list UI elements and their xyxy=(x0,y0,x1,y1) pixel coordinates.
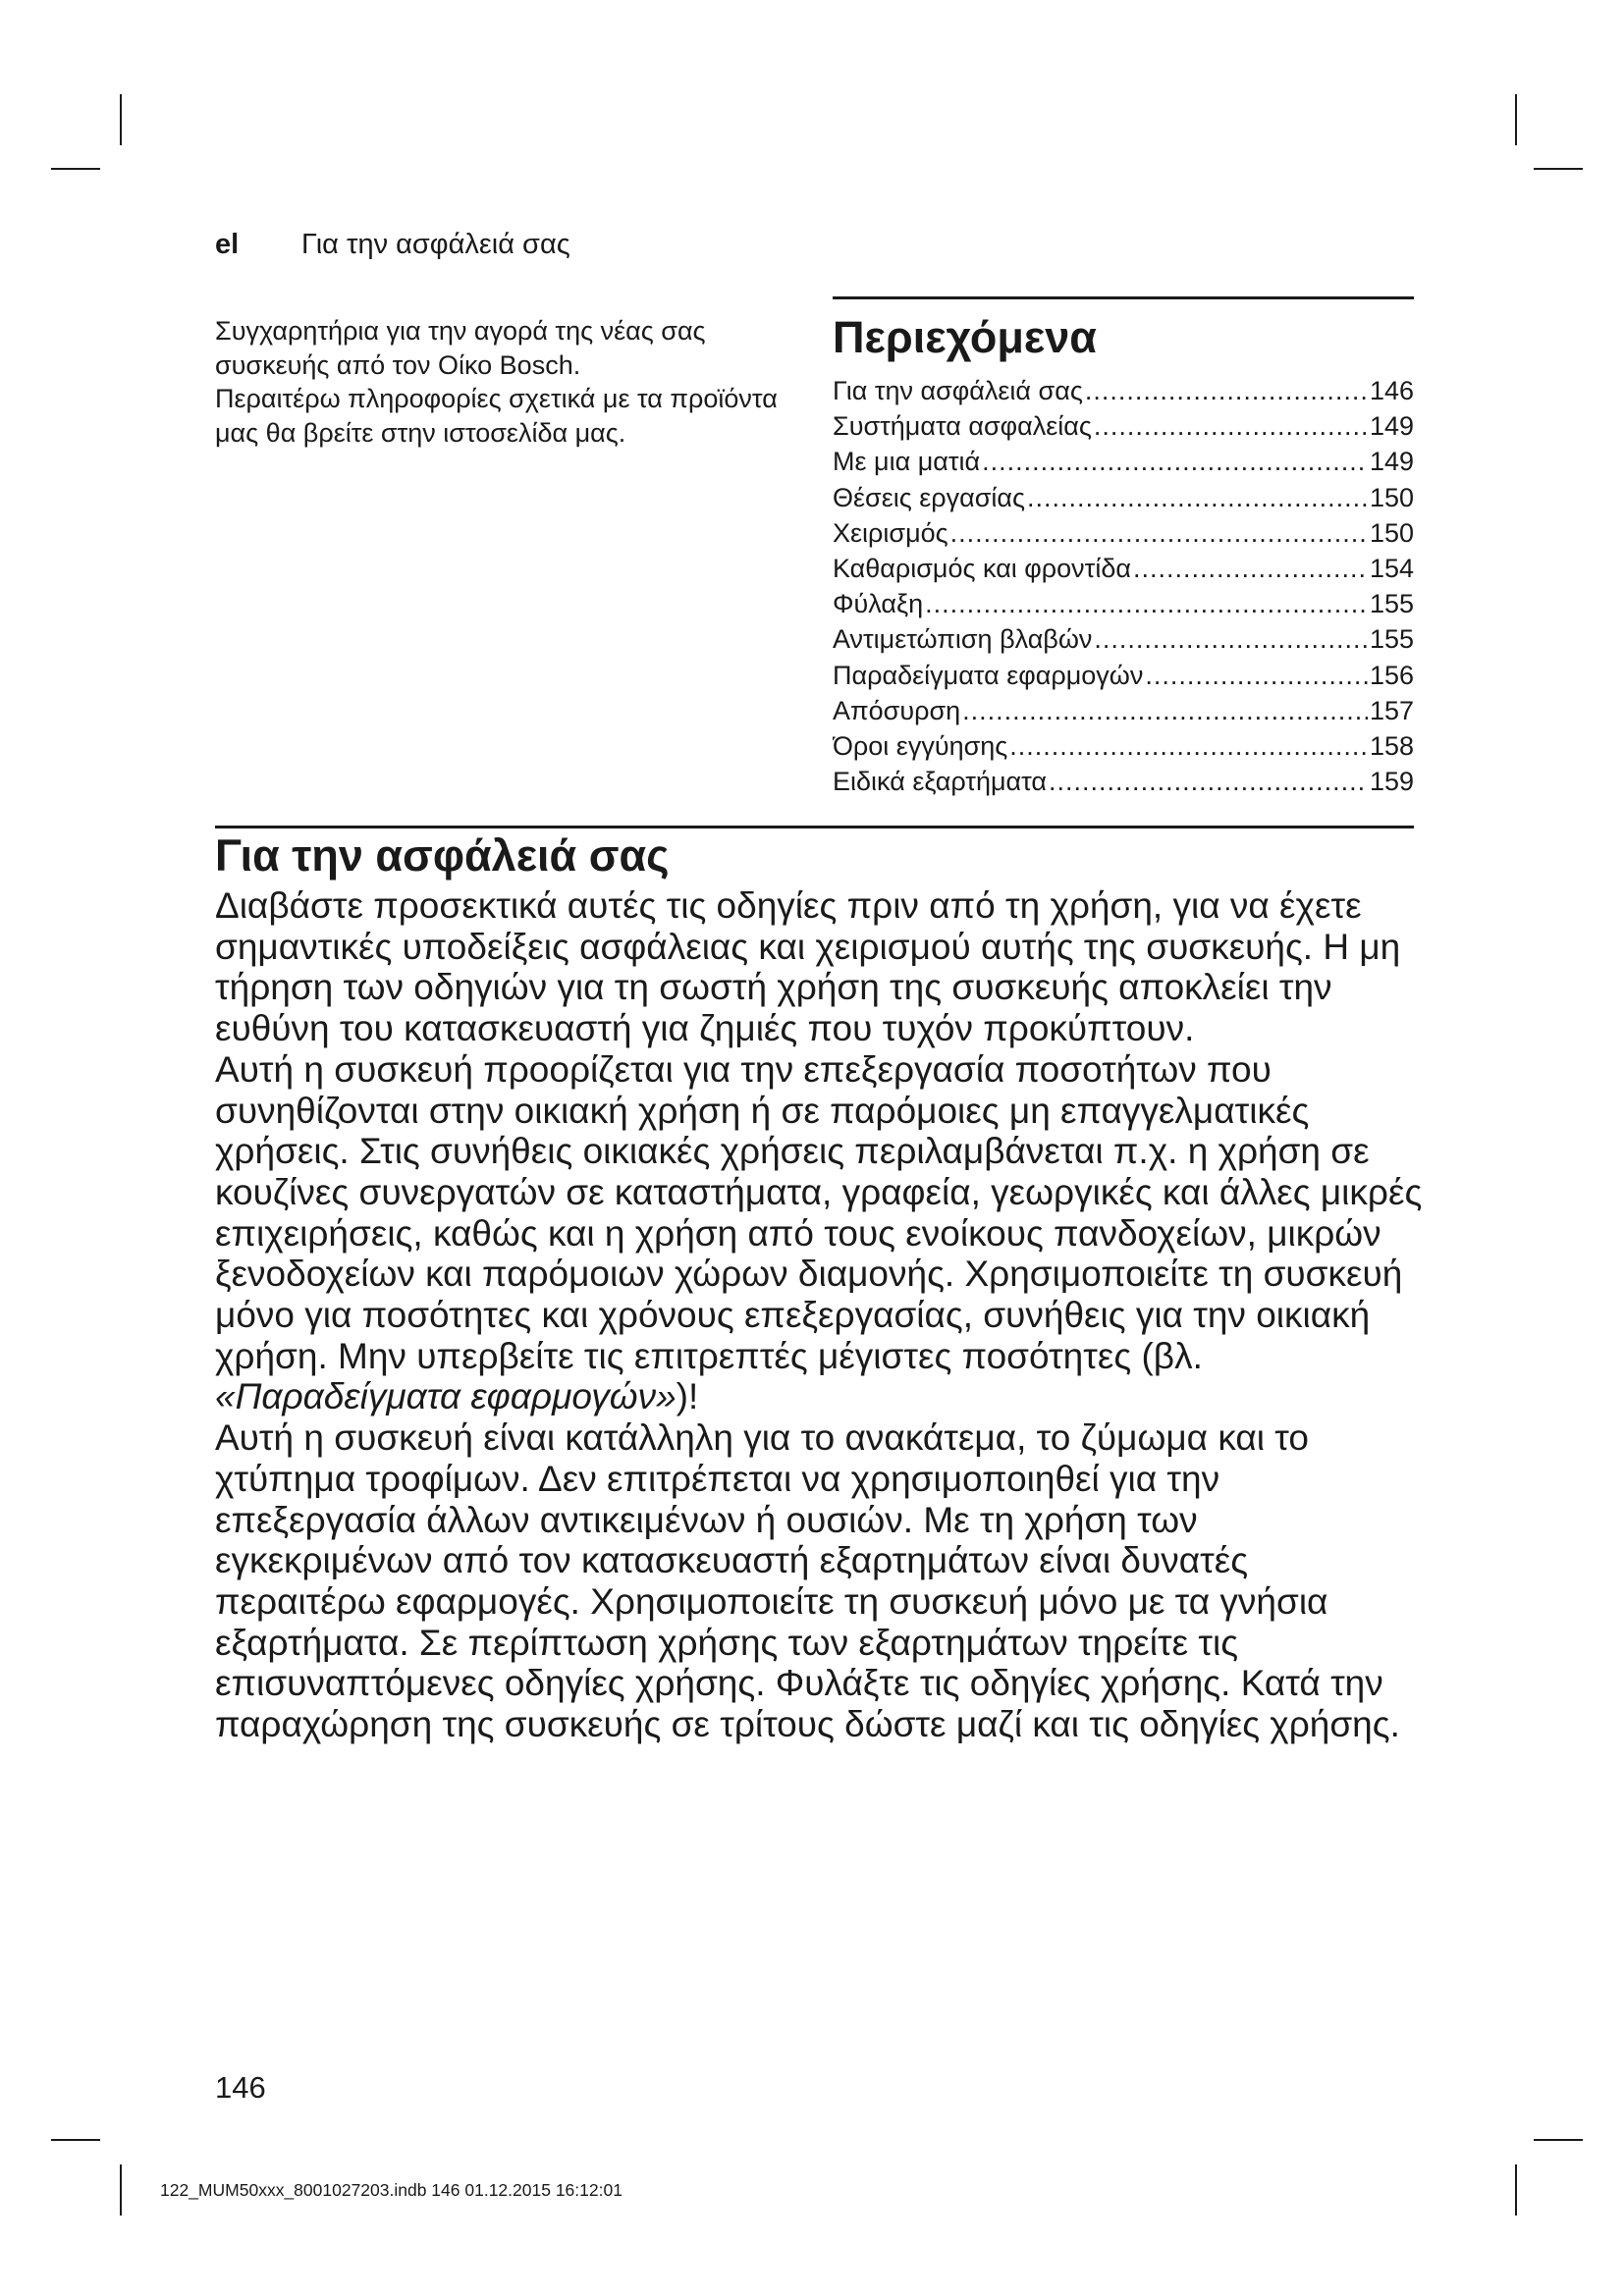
toc-leader xyxy=(982,444,1368,479)
crop-mark xyxy=(1515,94,1517,145)
language-code: el xyxy=(215,229,240,260)
crop-mark xyxy=(51,2139,100,2141)
crop-mark xyxy=(1515,2164,1517,2216)
toc-entry-label: Χειρισμός xyxy=(833,517,948,548)
toc-entry-page: 159 xyxy=(1369,767,1414,797)
toc-entry-label: Με μια ματιά xyxy=(833,447,981,477)
toc-entry-page: 155 xyxy=(1369,589,1414,619)
toc-entry-label: Παραδείγματα εφαρμογών xyxy=(833,660,1144,690)
toc-entry-page: 155 xyxy=(1369,624,1414,655)
toc-list xyxy=(833,373,1414,799)
toc-entry[interactable] xyxy=(833,373,1414,408)
safety-text: Αυτή η συσκευή προορίζεται για την επεξεργασία ποσοτήτων που συνηθίζονται στην οικιακή χρήση ή σε παρόμοιες μη επαγγελματικές χρήσεις. Στις συνήθεις οικιακές χρήσεις περιλαμβάνεται π.χ. η χρήση σε κουζίνες συνεργατών σε καταστήματα, γραφεία, γεωργικές και άλλες μικρές επιχειρήσεις, καθώς και η χρήση από τους ενοίκους πανδοχείων, μικρών ξενοδοχείων και παρόμοιων χώρων διαμονής. Χρησιμοποιείτε τη συσκευή μόνο για ποσότητες και χρόνους επεξεργασίας, συνήθεις για την οικιακή χρήση. Μην υπερβείτε τις επιτρεπτές μέγιστες ποσότητες (βλ. xyxy=(215,1048,1423,1376)
toc-entry-label: Αντιμετώπιση βλαβών xyxy=(833,624,1093,655)
toc-entry[interactable] xyxy=(833,621,1414,657)
crop-mark xyxy=(51,168,100,170)
toc-entry-page: 154 xyxy=(1369,554,1414,584)
safety-body xyxy=(215,885,1423,1745)
toc-entry[interactable] xyxy=(833,480,1414,515)
toc-entry-label: Φύλαξη xyxy=(833,589,924,619)
crop-mark xyxy=(1534,2139,1583,2141)
intro-paragraph: Συγχαρητήρια για την αγορά της νέας σας συσκευής από τον Οίκο Bosch. xyxy=(215,316,706,380)
toc-leader xyxy=(925,586,1368,621)
toc-entry-label: Καθαρισμός και φροντίδα xyxy=(833,554,1131,584)
toc-entry-page: 149 xyxy=(1369,411,1414,442)
toc-entry-label: Ειδικά εξαρτήματα xyxy=(833,767,1048,797)
toc-entry[interactable] xyxy=(833,444,1414,479)
toc-leader xyxy=(1094,408,1368,444)
toc-leader xyxy=(1085,373,1368,408)
toc-entry-page: 157 xyxy=(1369,695,1414,725)
toc-entry-label: Συστήματα ασφαλείας xyxy=(833,411,1092,442)
intro-text xyxy=(215,314,804,450)
toc-entry[interactable] xyxy=(833,586,1414,621)
toc-title: Περιεχόμενα xyxy=(833,312,1097,362)
safety-paragraph: Διαβάστε προσεκτικά αυτές τις οδηγίες πριν από τη χρήση, για να έχετε σημαντικές υποδείξεις ασφάλειας και χειρισμού αυτής της συσκευής. Η μη τήρηση των οδηγιών για τη σωστή χρήση της συσκευής αποκλείει την ευθύνη του κατασκευαστή για ζημιές που τυχόν προκύπτουν. xyxy=(215,885,1401,1049)
toc-leader xyxy=(950,515,1368,551)
safety-paragraph: Αυτή η συσκευή είναι κατάλληλη για το ανακάτεμα, το ζύμωμα και το χτύπημα τροφίμων. Δεν επιτρέπεται να χρησιμοποιηθεί για την επεξεργασία άλλων αντικειμένων ή ουσιών. Με τη χρήση των εγκεκριμένων από τον κατασκευαστή εξαρτημάτων είναι δυνατές περαιτέρω εφαρμογές. Χρησιμοποιείτε τη συσκευή μόνο με τα γνήσια εξαρτήματα. Σε περίπτωση χρήσης των εξαρτημάτων τηρείτε τις επισυναπτόμενες οδηγίες χρήσης. Φυλάξτε τις οδηγίες χρήσης. Κατά την παραχώρηση της συσκευής σε τρίτους δώστε μαζί και τις οδηγίες χρήσης. xyxy=(215,1417,1400,1745)
crop-mark xyxy=(1534,168,1583,170)
page-number: 146 xyxy=(215,2070,266,2105)
header-section-title: Για την ασφάλειά σας xyxy=(301,229,570,260)
print-slug: 122_MUM50xxx_8001027203.indb 146 01.12.2015 16:12:01 xyxy=(160,2180,623,2200)
toc-entry-label: Όροι εγγύησης xyxy=(833,731,1008,762)
toc-entry-page: 149 xyxy=(1369,447,1414,477)
toc-leader xyxy=(1133,551,1368,586)
toc-entry[interactable] xyxy=(833,658,1414,693)
running-header xyxy=(215,227,570,262)
toc-entry[interactable] xyxy=(833,551,1414,586)
safety-paragraph xyxy=(215,1049,1423,1417)
toc-leader xyxy=(1009,728,1368,764)
toc-entry[interactable] xyxy=(833,515,1414,551)
cross-reference-link[interactable]: «Παραδείγματα εφαρμογών» xyxy=(215,1376,677,1417)
toc-entry[interactable] xyxy=(833,693,1414,728)
toc-entry-page: 146 xyxy=(1369,376,1414,405)
toc-leader xyxy=(1027,480,1368,515)
intro-paragraph: Περαιτέρω πληροφορίες σχετικά με τα προϊόντα μας θα βρείτε στην ιστοσελίδα μας. xyxy=(215,384,778,448)
toc-leader xyxy=(1094,621,1368,657)
toc-entry-page: 150 xyxy=(1369,517,1414,548)
section-rule xyxy=(215,826,1414,828)
toc-leader xyxy=(1145,658,1368,693)
toc-leader xyxy=(1049,764,1368,799)
toc-entry-label: Για την ασφάλειά σας xyxy=(833,376,1083,405)
crop-mark xyxy=(120,2164,122,2216)
toc-entry[interactable] xyxy=(833,408,1414,444)
toc-entry-page: 156 xyxy=(1369,660,1414,690)
toc-entry[interactable] xyxy=(833,728,1414,764)
table-of-contents xyxy=(833,296,1414,799)
crop-mark xyxy=(120,94,122,145)
toc-leader xyxy=(962,693,1368,728)
toc-entry-page: 158 xyxy=(1369,731,1414,762)
toc-entry-label: Απόσυρση xyxy=(833,695,961,725)
safety-text: )! xyxy=(676,1376,699,1417)
toc-entry[interactable] xyxy=(833,764,1414,799)
section-title: Για την ασφάλειά σας xyxy=(215,830,670,881)
toc-entry-label: Θέσεις εργασίας xyxy=(833,482,1026,512)
toc-entry-page: 150 xyxy=(1369,482,1414,512)
